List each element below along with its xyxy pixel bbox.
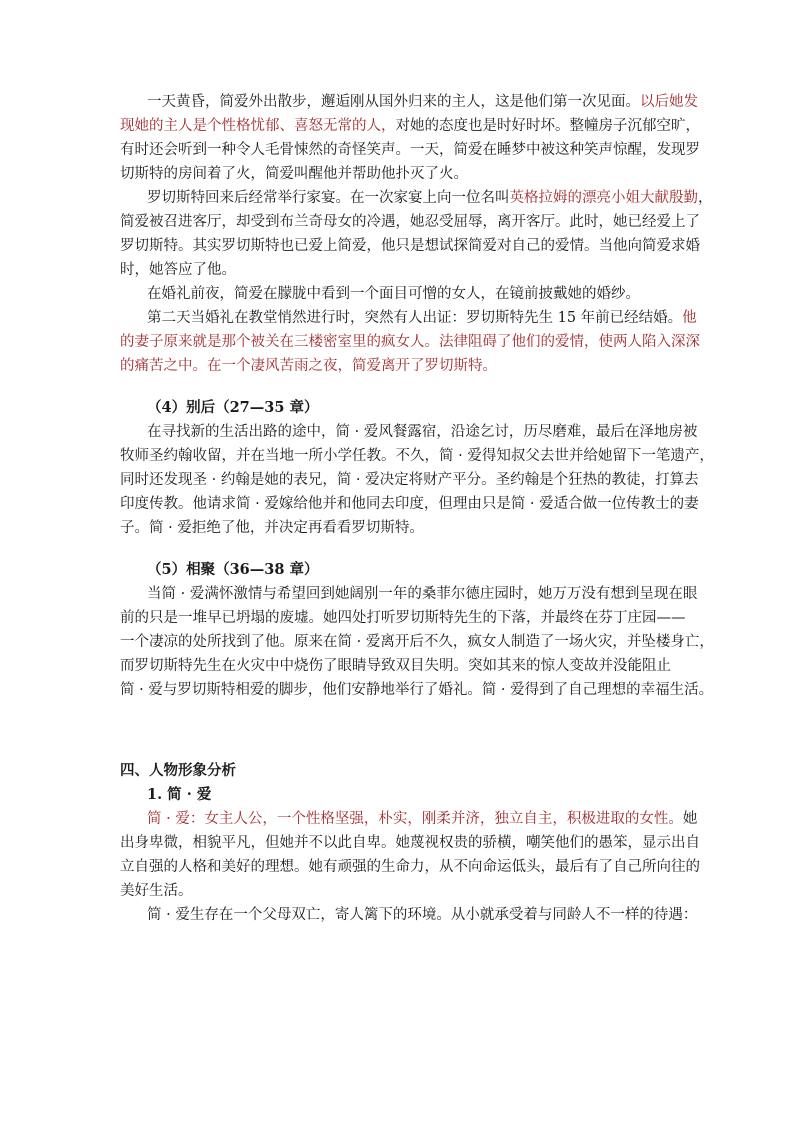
text-run: 切斯特的房间着了火，简爱叫醒他并帮助他扑灭了火。 [120,166,468,182]
text-run: 一天黄昏，简爱外出散步，邂逅刚从国外归来的主人，这是他们第一次见面。 [147,94,640,110]
text-run: 在婚礼前夜，简爱在朦胧中看到一个面目可憎的女人，在镜前披戴她的婚纱。 [147,286,640,302]
paragraph-line [120,879,680,903]
subsection-heading: 1. 简 · 爱 [147,786,212,803]
text-run: 牧师圣约翰收留，并在当地一所小学任教。不久，简 · 爱得知叔父去世并给她留下一笔遗产， [120,448,714,464]
paragraph-line [147,282,680,306]
text-run: 同时还发现圣 · 约翰是她的表兄，简 · 爱决定将财产平分。圣约翰是个狂热的教徒，打算去 [120,472,699,488]
paragraph-line [120,234,700,258]
text-run: ， [698,190,713,206]
text-run: 当简 · 爱满怀激情与希望回到她阔别一年的桑菲尔德庄园时，她万万没有想到呈现在眼 [147,586,698,602]
paragraph-line [120,630,714,654]
text-run: 时，她答应了他。 [120,262,236,278]
paragraph-line [147,903,698,927]
paragraph-line [120,855,700,879]
paragraph-line [120,354,680,378]
subsection-heading: （5）相聚（36—38 章） [147,561,319,578]
paragraph-line [120,162,680,186]
paragraph-line [147,582,698,606]
text-run: 印度传教。他请求简 · 爱嫁给他并和他同去印度，但理由只是简 · 爱适合做一位传教士的妻 [120,496,699,512]
paragraph-line [120,444,714,468]
paragraph-line [120,831,700,855]
highlighted-text: 的妻子原来就是那个被关在三楼密室里的疯女人。法律阻碍了他们的爱情，使两人陷入深深 [120,334,700,350]
text-run: 出身卑微，相貌平凡，但她并不以此自卑。她蔑视权贵的骄横，嘲笑他们的愚笨，显示出自 [120,835,700,851]
paragraph-line [147,420,698,444]
text-run: 简 · 爱与罗切斯特相爱的脚步，他们安静地举行了婚礼。简 · 爱得到了自己理想的幸福生活。 [120,682,714,698]
paragraph-line [147,186,713,210]
text-run: 而罗切斯特先生在火灾中中烧伤了眼睛导致双目失明。突如其来的惊人变故并没能阻止 [120,658,671,674]
paragraph-line [147,807,698,831]
text-run: 罗切斯特。其实罗切斯特也已爱上简爱，他只是想试探简爱对自己的爱情。当他向简爱求婚 [120,238,700,254]
text-run: 立自强的人格和美好的理想。她有顽强的生命力，从不向命运低头，最后有了自己所向往的 [120,859,700,875]
highlighted-text: 现她的主人是个性格忧郁、喜怒无常的人， [120,118,396,134]
text-run: 她 [682,811,698,827]
section-heading: 四、人物形象分析 [120,762,236,779]
text-run: 子。简 · 爱拒绝了他，并决定再看看罗切斯特。 [120,520,424,536]
highlighted-text: 他 [682,310,697,326]
paragraph-line [120,114,700,138]
text-run: 第二天当婚礼在教堂悄然进行时，突然有人出证：罗切斯特先生 15 年前已经结婚。 [147,310,683,326]
paragraph-line [147,306,697,330]
text-run: 在寻找新的生活出路的途中，简 · 爱风餐露宿，沿途乞讨，历尽磨难，最后在泽地房被 [147,424,698,440]
paragraph-line [120,492,699,516]
paragraph-line [120,138,700,162]
paragraph-line [120,330,700,354]
text-run: 罗切斯特回来后经常举行家宴。在一次家宴上向一位名叫 [147,190,510,206]
text-run: 前的只是一堆早已坍塌的废墟。她四处打听罗切斯特先生的下落，并最终在芬丁庄园—— [120,610,686,626]
paragraph-line [120,606,686,630]
text-run: 对她的态度也是时好时坏。整幢房子沉郁空旷， [395,118,700,134]
paragraph-line [120,468,699,492]
text-run: 一个凄凉的处所找到了他。原来在简 · 爱离开后不久，疯女人制造了一场火灾，并坠楼身亡， [120,634,714,650]
paragraph-line [120,678,714,702]
paragraph-line [120,210,700,234]
highlighted-text: 英格拉姆的漂亮小姐大献殷勤 [509,190,698,206]
subsection-heading: （4）别后（27—35 章） [147,399,319,416]
paragraph-line [120,258,680,282]
paragraph-line [120,654,680,678]
paragraph-line [120,516,680,540]
highlighted-text: 以后她发 [640,94,698,110]
text-run: 简爱被召进客厅，却受到布兰奇母女的冷遇，她忍受屈辱，离开客厅。此时，她已经爱上了 [120,214,700,230]
text-run: 有时还会听到一种令人毛骨悚然的奇怪笑声。一天，简爱在睡梦中被这种笑声惊醒，发现罗 [120,142,700,158]
text-run: 简 · 爱生存在一个父母双亡，寄人篱下的环境。从小就承受着与同龄人不一样的待遇： [147,907,698,923]
highlighted-text: 的痛苦之中。在一个凄风苦雨之夜，简爱离开了罗切斯特。 [120,358,497,374]
paragraph-line [147,90,698,114]
highlighted-text: 简 · 爱：女主人公，一个性格坚强，朴实，刚柔并济，独立自主，积极进取的女性。 [147,811,683,827]
text-run: 美好生活。 [120,883,193,899]
